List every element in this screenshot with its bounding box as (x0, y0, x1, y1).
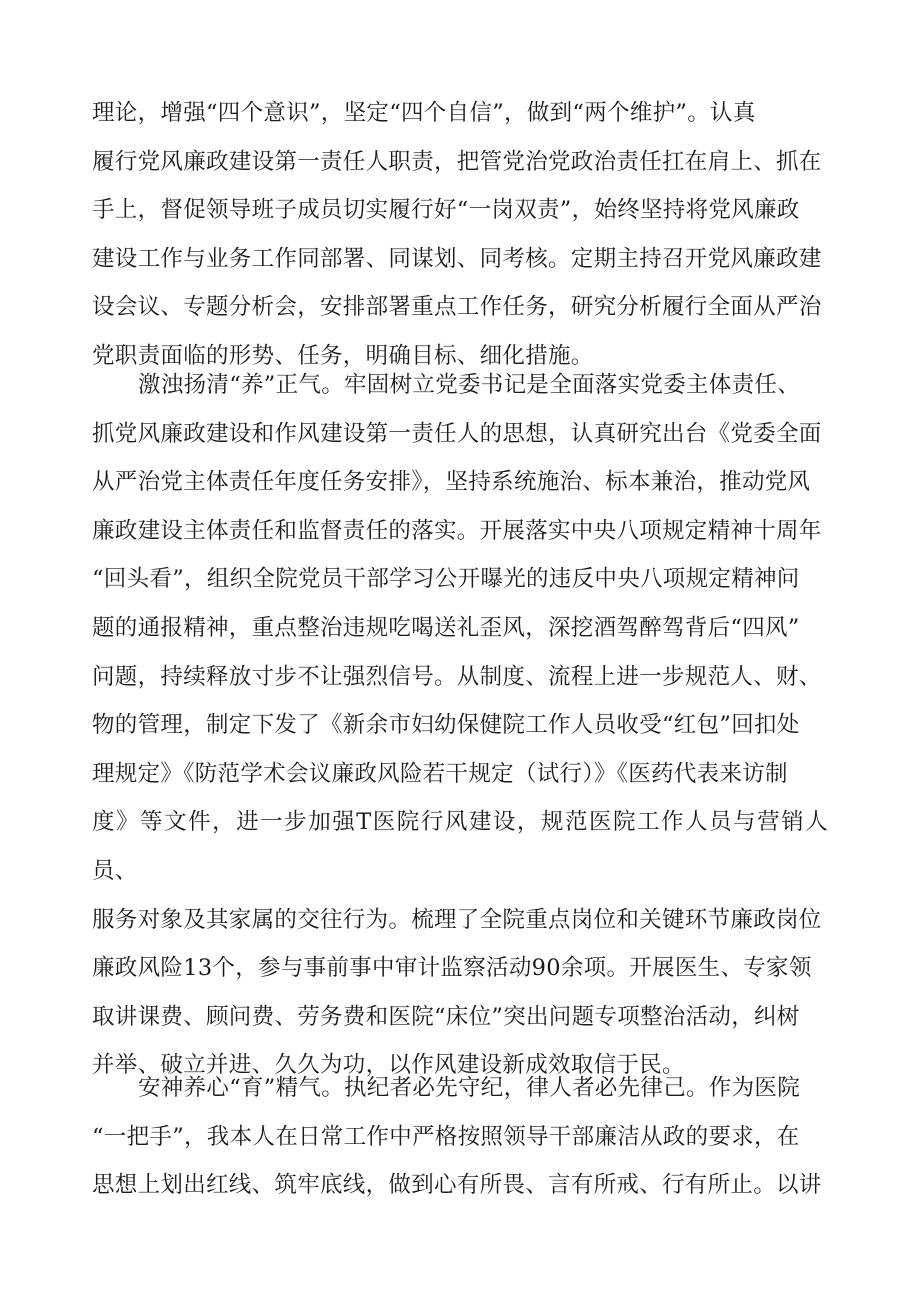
paragraph-line: 思想上划出红线、筑牢底线，做到心有所畏、言有所戒、行有所止。以讲 (92, 1172, 822, 1199)
paragraph-line: 物的管理，制定下发了《新余市妇幼保健院工作人员收受“红包”回扣处 (92, 712, 800, 739)
paragraph-line: 廉政风险13个，参与事前事中审计监察活动90余项。开展医生、专家领 (92, 955, 812, 982)
paragraph-line: 激浊扬清“养”正气。牢固树立党委书记是全面落实党委主体责任、 (138, 372, 801, 398)
paragraph-line: 度》等文件，进一步加强T医院行风建设，规范医院工作人员与营销人员、 (92, 809, 828, 884)
paragraph-line: 理规定》《防范学术会议廉政风险若干规定（试行）》《医药代表来访制 (92, 760, 788, 787)
paragraph-line: 并举、破立并进、久久为功，以作风建设新成效取信于民。 (92, 1052, 685, 1079)
paragraph-line: 取讲课费、顾问费、劳务费和医院“床位”突出问题专项整治活动，纠树 (92, 1003, 800, 1030)
paragraph-line: 理论，增强“四个意识”，坚定“四个自信”，做到“两个维护”。认真 (92, 100, 756, 126)
paragraph-line: 安神养心“育”精气。执纪者必先守纪，律人者必先律己。作为医院 (138, 1075, 801, 1101)
paragraph-line: 抓党风廉政建设和作风建设第一责任人的思想，认真研究出台《党委全面 (92, 420, 822, 447)
paragraph-line: 问题，持续释放寸步不让强烈信号。从制度、流程上进一步规范人、财、 (92, 663, 822, 690)
paragraph-line: 设会议、专题分析会，安排部署重点工作任务，研究分析履行全面从严治 (92, 294, 822, 321)
paragraph-line: “一把手”，我本人在日常工作中严格按照领导干部廉洁从政的要求，在 (92, 1123, 800, 1150)
paragraph-line: 党职责面临的形势、任务，明确目标、细化措施。 (92, 342, 594, 369)
paragraph-3 (92, 1064, 828, 1210)
paragraph-line: 廉政建设主体责任和监督责任的落实。开展落实中央八项规定精神十周年 (92, 517, 822, 544)
paragraph-line: “回头看”，组织全院党员干部学习公开曝光的违反中央八项规定精神问 (92, 566, 800, 593)
paragraph-1 (92, 89, 828, 381)
paragraph-line: 建设工作与业务工作同部署、同谋划、同考核。定期主持召开党风廉政建 (92, 245, 822, 272)
paragraph-line: 手上，督促领导班子成员切实履行好“一岗双责”，始终坚持将党风廉政 (92, 197, 800, 224)
paragraph-line: 服务对象及其家属的交往行为。梳理了全院重点岗位和关键环节廉政岗位 (92, 906, 822, 933)
paragraph-line: 题的通报精神，重点整治违规吃喝送礼歪风，深挖酒驾醉驾背后“四风” (92, 614, 800, 641)
paragraph-line: 从严治党主体责任年度任务安排》，坚持系统施治、标本兼治，推动党风 (92, 469, 811, 496)
paragraph-line: 履行党风廉政建设第一责任人职责，把管党治党政治责任扛在肩上、抓在 (92, 148, 822, 175)
paragraph-2 (92, 361, 828, 1090)
